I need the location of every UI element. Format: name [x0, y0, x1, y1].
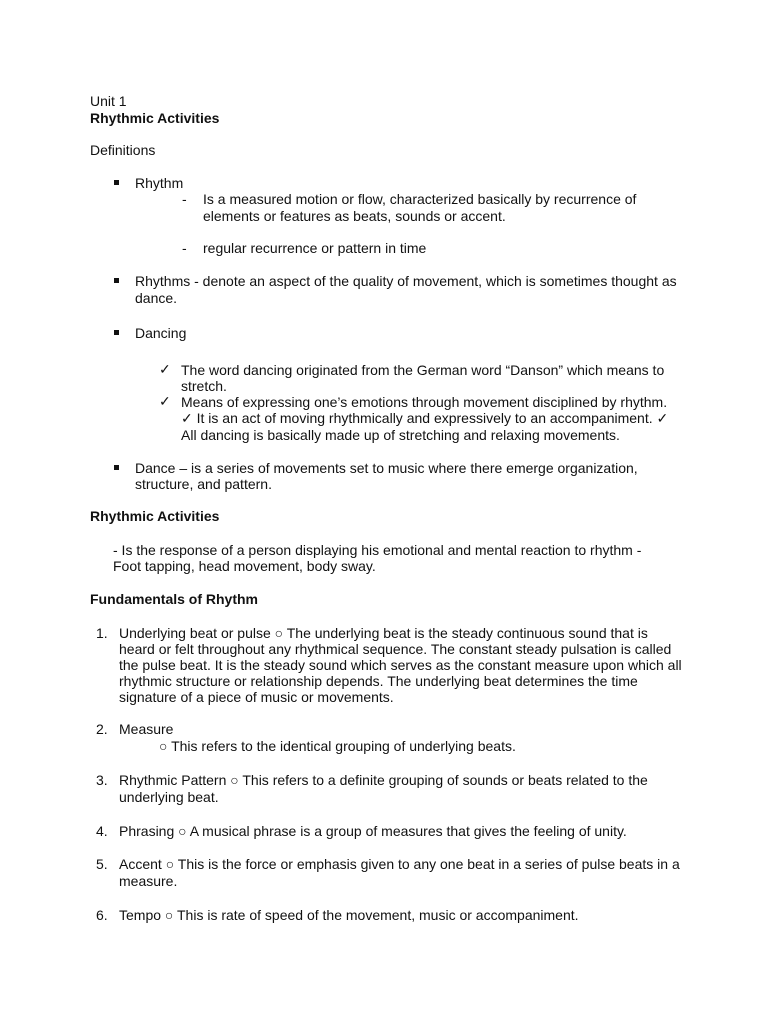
list-number: 6.: [96, 907, 108, 923]
list-item-line: rhythmic structure or relationship depends. The underlying beat determines the time: [119, 673, 638, 689]
check-icon: ✓: [159, 393, 171, 409]
section-heading-fundamentals: Fundamentals of Rhythm: [90, 591, 259, 607]
unit-label: Unit 1: [90, 93, 127, 109]
list-item-line: Measure: [119, 721, 174, 737]
dancing-item2-line1: Means of expressing one’s emotions through movement disciplined by rhythm.: [181, 394, 668, 410]
page-title: Rhythmic Activities: [90, 110, 220, 126]
list-number: 4.: [96, 823, 108, 839]
rhythms-line1: Rhythms - denote an aspect of the quality of movement, which is sometimes thought as: [135, 273, 677, 289]
rhythm-def1-line2: elements or features as beats, sounds or accent.: [203, 208, 506, 224]
rhythm-term: Rhythm: [135, 175, 184, 191]
list-item-line: underlying beat.: [119, 789, 219, 805]
bullet-marker: [114, 180, 119, 185]
dancing-item2-line2: ✓ It is an act of moving rhythmically and expressively to an accompaniment. ✓: [181, 410, 669, 426]
dance-line2: structure, and pattern.: [135, 476, 272, 492]
bullet-marker: [114, 278, 119, 283]
definitions-heading: Definitions: [90, 142, 156, 158]
list-item-line: Underlying beat or pulse ○ The underlying beat is the steady continuous sound that is: [119, 625, 648, 641]
rhythm-def2: regular recurrence or pattern in time: [203, 240, 427, 256]
list-item-line: Rhythmic Pattern ○ This refers to a definite grouping of sounds or beats related to the: [119, 772, 648, 788]
list-item-line: signature of a piece of music or movements.: [119, 689, 394, 705]
dance-line1: Dance – is a series of movements set to music where there emerge organization,: [135, 460, 638, 476]
bullet-marker: [114, 330, 119, 335]
check-icon: ✓: [159, 361, 171, 377]
list-item-line: Accent ○ This is the force or emphasis given to any one beat in a series of pulse beats in a: [119, 856, 680, 872]
list-number: 2.: [96, 721, 108, 737]
list-number: 5.: [96, 856, 108, 872]
list-item-line: the pulse beat. It is the steady sound which serves as the constant measure upon which all: [119, 657, 682, 673]
rhythms-line2: dance.: [135, 290, 178, 306]
dash-marker: -: [182, 191, 187, 207]
rhythm-def1-line1: Is a measured motion or flow, characterized basically by recurrence of: [203, 191, 637, 207]
dancing-item1-line2: stretch.: [181, 378, 227, 394]
list-item-line: Tempo ○ This is rate of speed of the movement, music or accompaniment.: [119, 907, 579, 923]
list-item-line: Phrasing ○ A musical phrase is a group of measures that gives the feeling of unity.: [119, 823, 627, 839]
list-item-subline: ○ This refers to the identical grouping of underlying beats.: [159, 738, 516, 754]
list-item-line: heard or felt throughout any rhythmical sequence. The constant steady pulsation is called: [119, 641, 672, 657]
list-number: 3.: [96, 772, 108, 788]
dancing-item2-line3: All dancing is basically made up of stretching and relaxing movements.: [181, 427, 620, 443]
dancing-term: Dancing: [135, 325, 187, 341]
list-item-line: measure.: [119, 873, 178, 889]
rhythmic-activities-line1: - Is the response of a person displaying his emotional and mental reaction to rhythm -: [113, 542, 642, 558]
list-number: 1.: [96, 625, 108, 641]
bullet-marker: [114, 465, 119, 470]
section-heading-rhythmic-activities: Rhythmic Activities: [90, 508, 220, 524]
dash-marker: -: [182, 240, 187, 256]
rhythmic-activities-line2: Foot tapping, head movement, body sway.: [113, 558, 376, 574]
dancing-item1-line1: The word dancing originated from the German word “Danson” which means to: [181, 362, 665, 378]
